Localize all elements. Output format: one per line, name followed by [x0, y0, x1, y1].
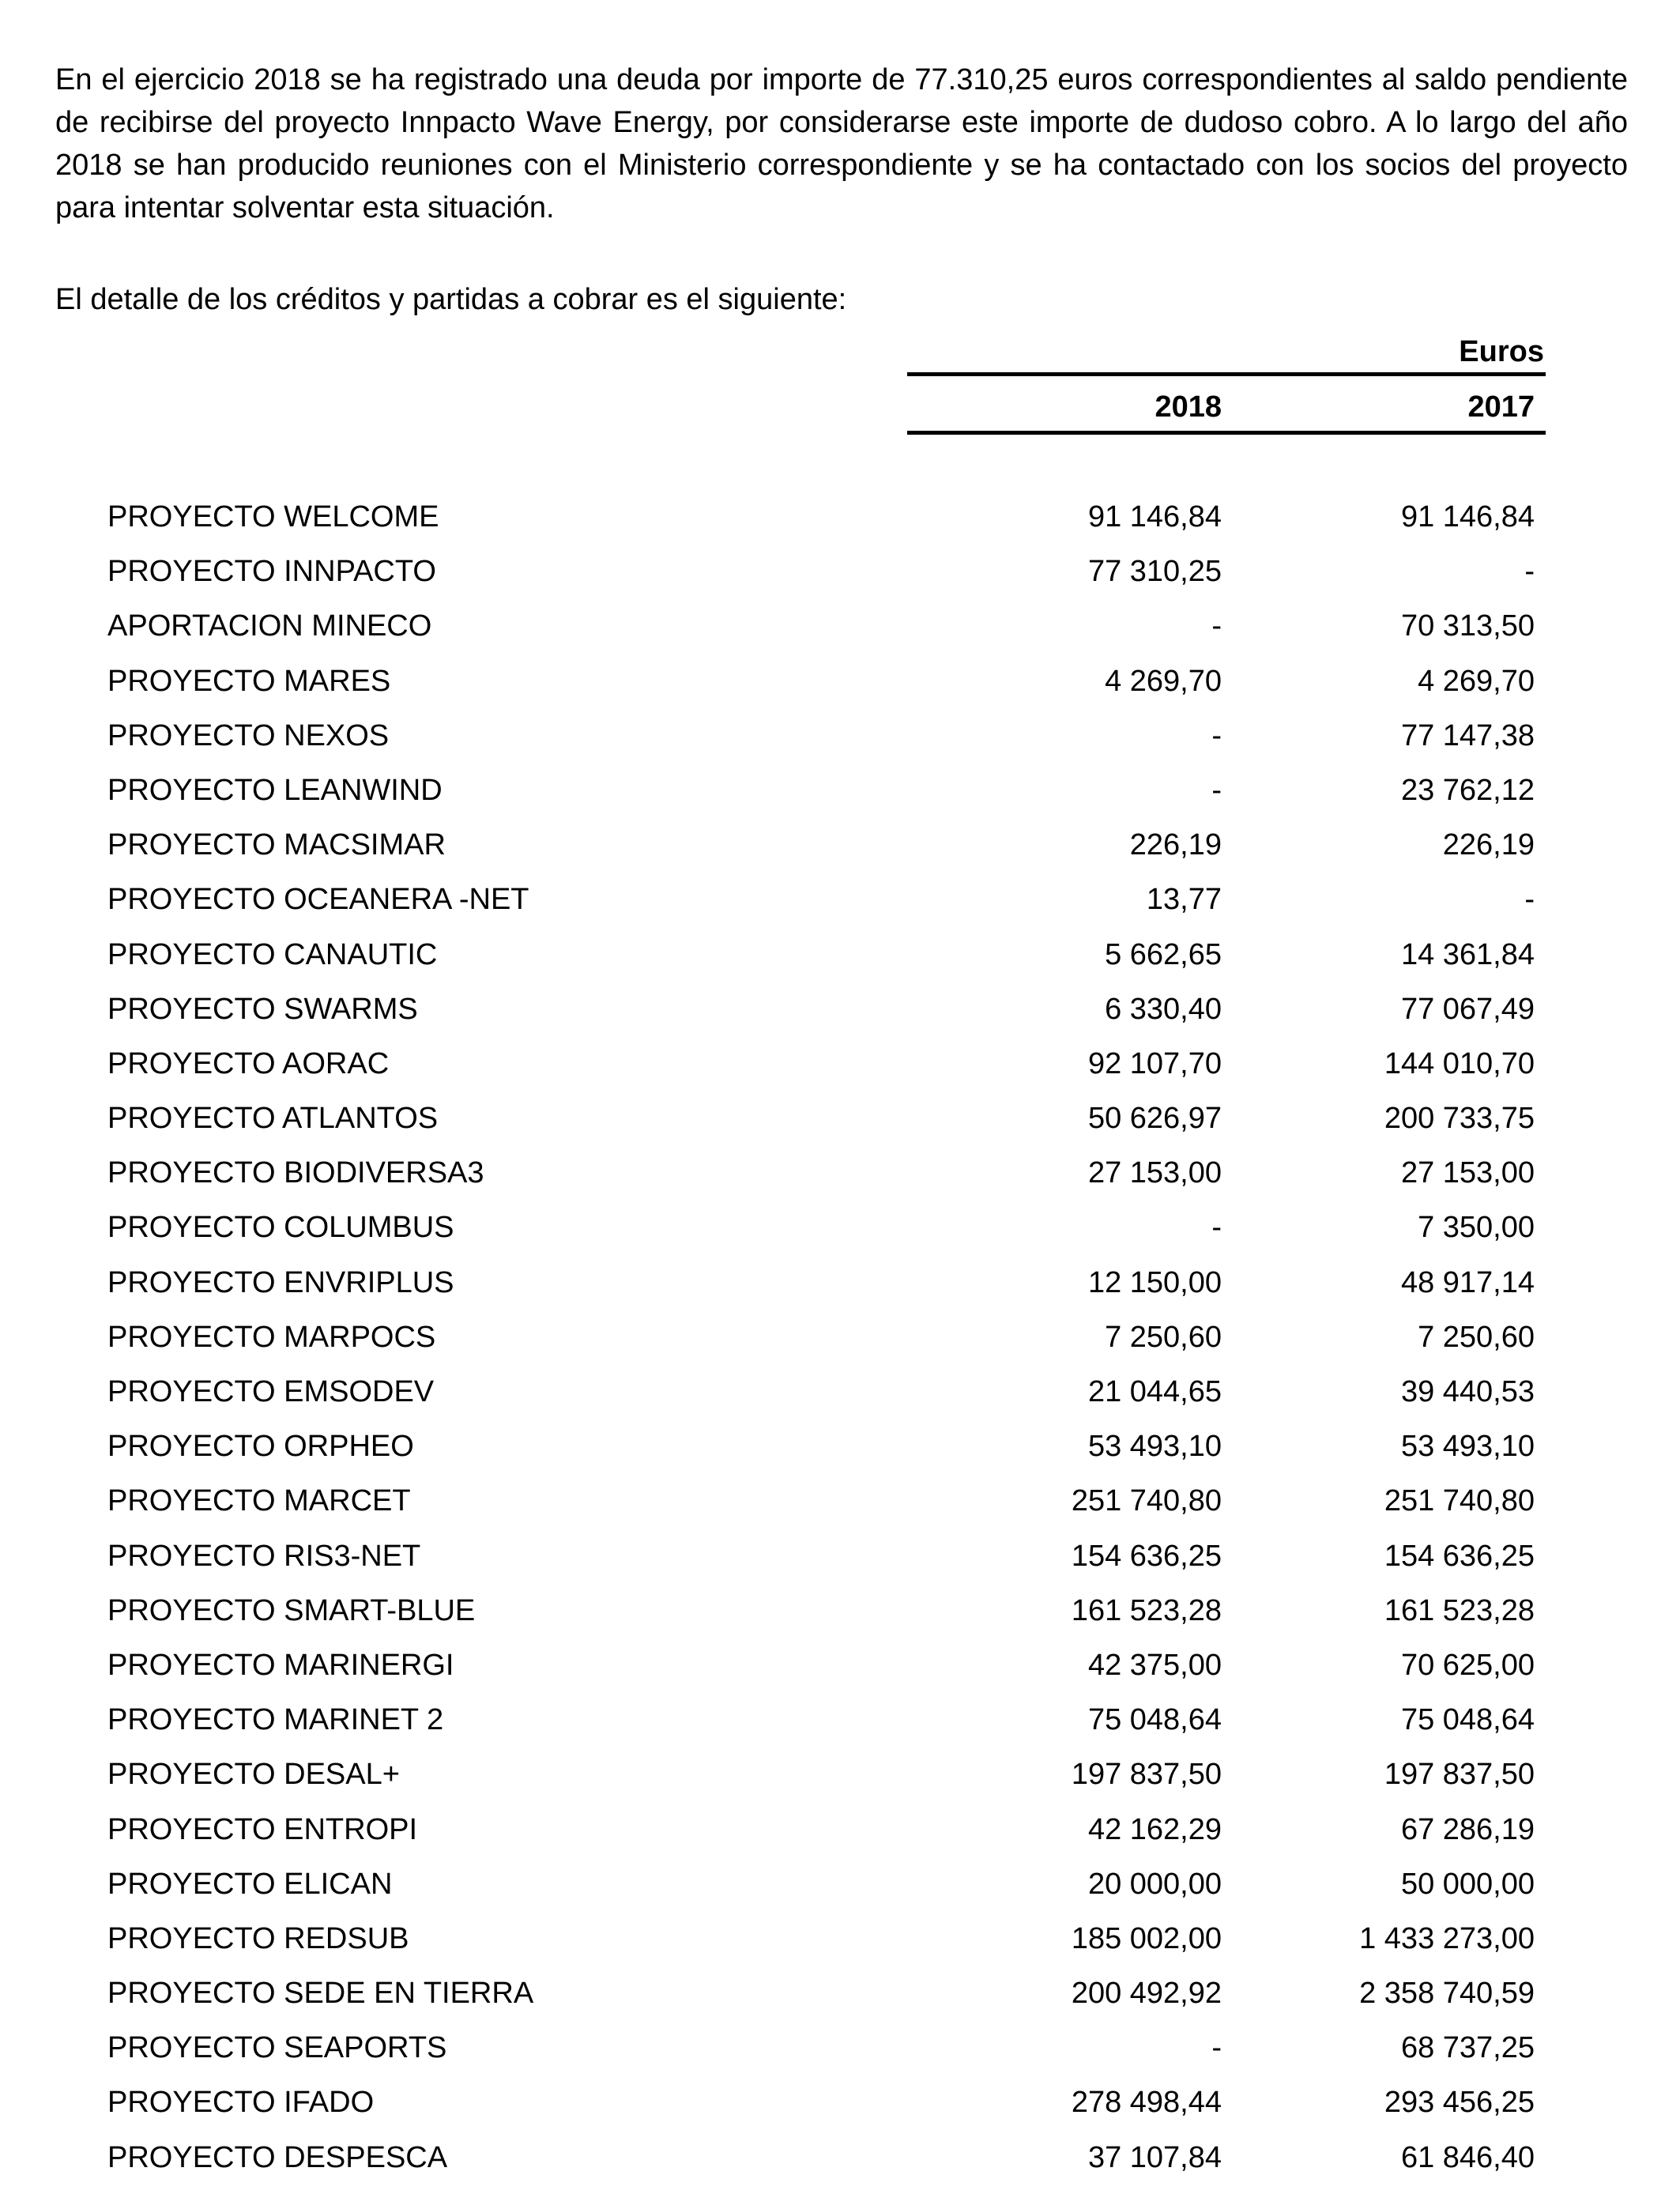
value-2017: 48 917,14 — [1400, 1265, 1535, 1299]
row-label: PROYECTO MACSIMAR — [107, 828, 446, 862]
value-2017: 50 000,00 — [1400, 1867, 1535, 1901]
table-row — [0, 1480, 1680, 1534]
row-label: PROYECTO MARES — [107, 664, 391, 698]
row-label: PROYECTO OCEANERA -NET — [107, 883, 529, 917]
table-row — [0, 605, 1680, 659]
receivables-table — [0, 496, 1680, 2191]
value-2017: 226,19 — [1442, 828, 1535, 862]
row-label: PROYECTO SMART-BLUE — [107, 1593, 476, 1627]
value-2018: - — [1211, 718, 1222, 752]
value-2017: 7 350,00 — [1418, 1211, 1535, 1245]
value-2017: 154 636,25 — [1384, 1539, 1535, 1573]
row-label: PROYECTO EMSODEV — [107, 1375, 435, 1408]
column-header-2018: 2018 — [1155, 390, 1222, 424]
value-2017: - — [1524, 883, 1535, 917]
table-row — [0, 1644, 1680, 1698]
table-row — [0, 824, 1680, 878]
table-row — [0, 1972, 1680, 2026]
table-row — [0, 1206, 1680, 1261]
row-label: PROYECTO SWARMS — [107, 992, 418, 1026]
row-label: PROYECTO DESAL+ — [107, 1758, 400, 1792]
row-label: PROYECTO ENVRIPLUS — [107, 1265, 454, 1299]
table-row — [0, 1589, 1680, 1644]
table-row — [0, 2081, 1680, 2136]
value-2018: 6 330,40 — [1105, 992, 1222, 1026]
table-row — [0, 988, 1680, 1042]
value-2018: 5 662,65 — [1105, 937, 1222, 971]
value-2018: - — [1211, 2031, 1222, 2065]
table-row — [0, 1097, 1680, 1152]
row-label: PROYECTO NEXOS — [107, 718, 390, 752]
row-label: PROYECTO LEANWIND — [107, 773, 443, 807]
column-header-2017: 2017 — [1467, 390, 1535, 424]
row-label: PROYECTO ORPHEO — [107, 1430, 414, 1464]
value-2018: 42 162,29 — [1087, 1812, 1222, 1846]
value-2018: 77 310,25 — [1087, 555, 1222, 589]
header-rule-top — [907, 372, 1546, 376]
value-2017: 23 762,12 — [1400, 773, 1535, 807]
value-2018: 226,19 — [1129, 828, 1222, 862]
value-2018: 53 493,10 — [1087, 1430, 1222, 1464]
value-2017: 53 493,10 — [1400, 1430, 1535, 1464]
value-2018: - — [1211, 609, 1222, 643]
value-2018: 92 107,70 — [1087, 1046, 1222, 1080]
table-row — [0, 1808, 1680, 1863]
table-row — [0, 2136, 1680, 2191]
value-2017: 77 067,49 — [1400, 992, 1535, 1026]
row-label: PROYECTO SEDE EN TIERRA — [107, 1977, 534, 2011]
value-2018: 50 626,97 — [1087, 1102, 1222, 1136]
value-2018: 75 048,64 — [1087, 1703, 1222, 1737]
table-lead-sentence: El detalle de los créditos y partidas a cobrar es el siguiente: — [55, 283, 847, 316]
row-label: PROYECTO MARCET — [107, 1484, 411, 1518]
table-row — [0, 2026, 1680, 2081]
value-2018: 185 002,00 — [1071, 1921, 1222, 1955]
value-2018: 91 146,84 — [1087, 500, 1222, 533]
table-row — [0, 933, 1680, 988]
row-label: PROYECTO CANAUTIC — [107, 937, 438, 971]
row-label: PROYECTO ENTROPI — [107, 1812, 418, 1846]
row-label: PROYECTO COLUMBUS — [107, 1211, 454, 1245]
header-rule-bottom — [907, 431, 1546, 435]
value-2018: 200 492,92 — [1071, 1977, 1222, 2011]
value-2017: 200 733,75 — [1384, 1102, 1535, 1136]
value-2018: 12 150,00 — [1087, 1265, 1222, 1299]
value-2017: 197 837,50 — [1384, 1758, 1535, 1792]
value-2017: 14 361,84 — [1400, 937, 1535, 971]
row-label: PROYECTO REDSUB — [107, 1921, 409, 1955]
table-row — [0, 1698, 1680, 1753]
table-row — [0, 1042, 1680, 1097]
value-2017: 2 358 740,59 — [1359, 1977, 1535, 2011]
table-row — [0, 714, 1680, 769]
row-label: PROYECTO AORAC — [107, 1046, 390, 1080]
row-label: PROYECTO MARINET 2 — [107, 1703, 444, 1737]
value-2017: 77 147,38 — [1400, 718, 1535, 752]
row-label: PROYECTO BIODIVERSA3 — [107, 1156, 484, 1190]
row-label: PROYECTO INNPACTO — [107, 555, 436, 589]
value-2017: 1 433 273,00 — [1359, 1921, 1535, 1955]
value-2017: 75 048,64 — [1400, 1703, 1535, 1737]
value-2018: 13,77 — [1146, 883, 1222, 917]
value-2018: 27 153,00 — [1087, 1156, 1222, 1190]
value-2017: 161 523,28 — [1384, 1593, 1535, 1627]
table-row — [0, 496, 1680, 550]
row-label: PROYECTO MARPOCS — [107, 1320, 436, 1354]
value-2018: 7 250,60 — [1105, 1320, 1222, 1354]
table-row — [0, 1753, 1680, 1808]
row-label: PROYECTO MARINERGI — [107, 1648, 454, 1682]
value-2017: 39 440,53 — [1400, 1375, 1535, 1408]
row-label: PROYECTO SEAPORTS — [107, 2031, 447, 2065]
value-2017: 251 740,80 — [1384, 1484, 1535, 1518]
value-2018: 42 375,00 — [1087, 1648, 1222, 1682]
value-2017: - — [1524, 555, 1535, 589]
value-2017: 27 153,00 — [1400, 1156, 1535, 1190]
table-row — [0, 878, 1680, 933]
intro-paragraph: En el ejercicio 2018 se ha registrado una deuda por importe de 77.310,25 euros correspondientes al saldo pendiente de recibirse del proyecto Innpacto Wave Energy, por considerarse este importe de dudoso cobro. A lo largo del año 2018 se han producido reuniones con el Ministerio correspondiente y se ha contactado con los socios del proyecto para intentar solventar esta situación. — [55, 63, 1628, 224]
table-row — [0, 1316, 1680, 1370]
table-row — [0, 1425, 1680, 1480]
row-label: PROYECTO RIS3-NET — [107, 1539, 421, 1573]
table-row — [0, 1152, 1680, 1206]
value-2017: 61 846,40 — [1400, 2140, 1535, 2174]
value-2018: - — [1211, 1211, 1222, 1245]
value-2018: 21 044,65 — [1087, 1375, 1222, 1408]
value-2017: 68 737,25 — [1400, 2031, 1535, 2065]
value-2017: 293 456,25 — [1384, 2086, 1535, 2120]
value-2017: 144 010,70 — [1384, 1046, 1535, 1080]
value-2018: 161 523,28 — [1071, 1593, 1222, 1627]
value-2018: 197 837,50 — [1071, 1758, 1222, 1792]
table-row — [0, 1370, 1680, 1425]
value-2017: 4 269,70 — [1418, 664, 1535, 698]
currency-label: Euros — [1459, 335, 1544, 368]
value-2018: 20 000,00 — [1087, 1867, 1222, 1901]
value-2018: 4 269,70 — [1105, 664, 1222, 698]
row-label: PROYECTO DESPESCA — [107, 2140, 448, 2174]
table-row — [0, 1261, 1680, 1316]
value-2017: 70 625,00 — [1400, 1648, 1535, 1682]
value-2018: - — [1211, 773, 1222, 807]
table-row — [0, 1535, 1680, 1589]
row-label: PROYECTO IFADO — [107, 2086, 375, 2120]
table-row — [0, 1917, 1680, 1972]
value-2018: 154 636,25 — [1071, 1539, 1222, 1573]
value-2017: 67 286,19 — [1400, 1812, 1535, 1846]
row-label: PROYECTO ELICAN — [107, 1867, 393, 1901]
row-label: PROYECTO ATLANTOS — [107, 1102, 439, 1136]
table-row — [0, 550, 1680, 605]
value-2018: 251 740,80 — [1071, 1484, 1222, 1518]
value-2018: 278 498,44 — [1071, 2086, 1222, 2120]
value-2017: 70 313,50 — [1400, 609, 1535, 643]
value-2017: 91 146,84 — [1400, 500, 1535, 533]
table-row — [0, 1863, 1680, 1917]
value-2017: 7 250,60 — [1418, 1320, 1535, 1354]
row-label: APORTACION MINECO — [107, 609, 432, 643]
table-row — [0, 660, 1680, 714]
value-2018: 37 107,84 — [1087, 2140, 1222, 2174]
row-label: PROYECTO WELCOME — [107, 500, 439, 533]
table-row — [0, 769, 1680, 824]
